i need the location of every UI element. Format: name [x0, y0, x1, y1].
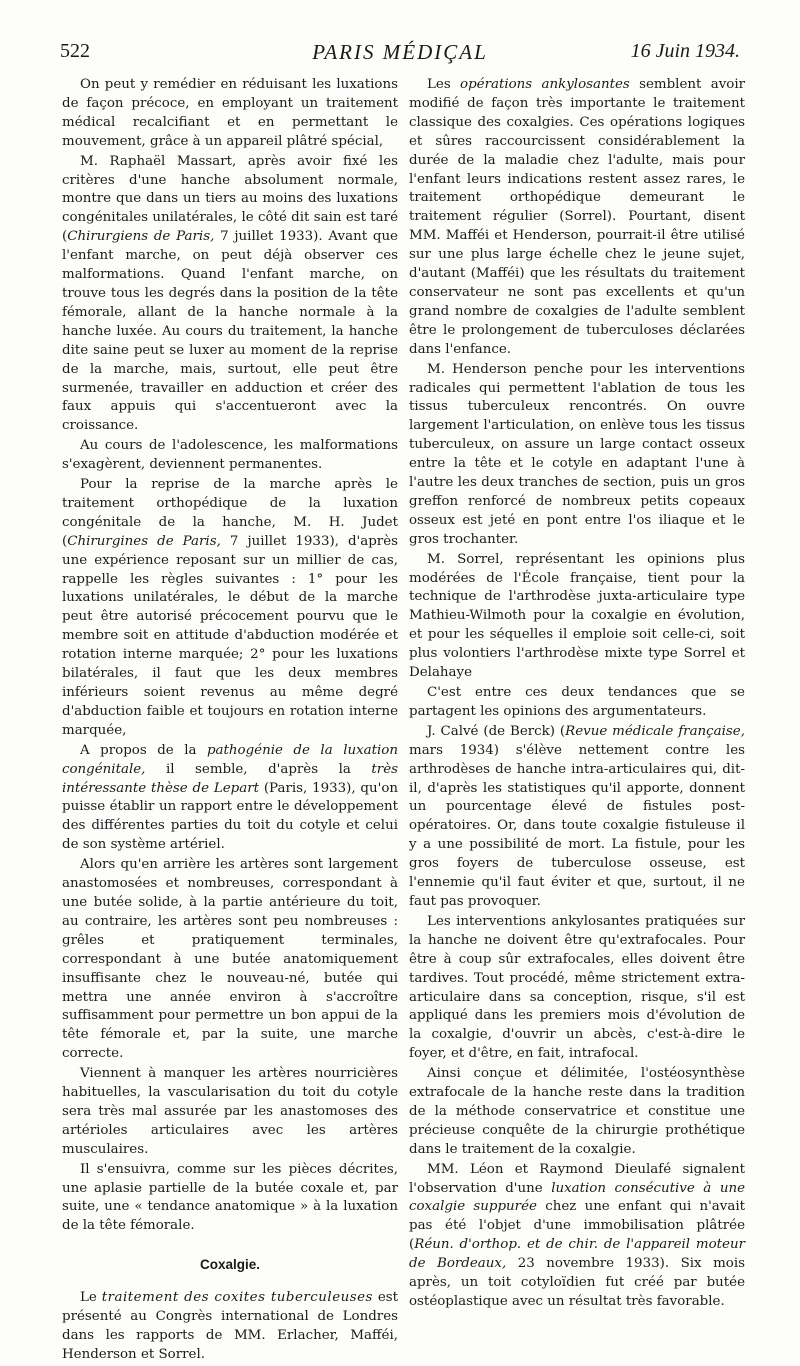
citation: pathogénie de la luxation congénitale,: [62, 742, 398, 777]
paragraph: J. Calvé (de Berck) (Revue médicale française, mars 1934) s'élève nettement contre les arthrodèses de hanche intra-articulaires qui, dit-il, d'après les statistiques qu'il apporte, donnent un pourcentage élevé de fistules post-opératoires. Or, dans toute coxalgie fistuleuse il y a une possibilité de mort. La fistule, pour les gros foyers de tuberculose osseuse, est l'ennemie qu'il faut éviter et que, surtout, il ne faut pas provoquer.: [409, 723, 745, 909]
emphasis: luxation consécutive à une coxalgie suppurée: [409, 1180, 745, 1215]
paragraph: Alors qu'en arrière les artères sont largement anastomosées et nombreuses, correspondant à une butée solide, à la partie antérieure du toit, au contraire, les artères sont peu nombreuses : grêles et pratiquement terminales, correspondant à une butée anatomiquement insuffisante chez le nouveau-né, butée qui mettra une année environ à s'accroître suffisamment pour permettre un bon appui de la tête fémorale et, par la suite, une marche correcte.: [62, 857, 398, 1062]
paragraph: M. Sorrel, représentant les opinions plus modérées de l'École française, tient pour la technique de l'arthrodèse juxta-articulaire type Mathieu-Wilmoth pour la coxalgie en évolution, et pour les séquelles il emploie soit celle-ci, soit plus volontiers l'arthrodèse mixte type Sorrel et Delahaye: [409, 551, 745, 681]
citation: Chirurgiens de Paris,: [67, 229, 215, 245]
emphasis: traitement des coxites tuberculeuses: [101, 1290, 373, 1306]
citation: très intéressante thèse de Lepart: [62, 761, 398, 796]
page-number: 522: [60, 40, 90, 62]
issue-date: 16 Juin 1934.: [630, 40, 740, 62]
citation: Revue médicale française,: [565, 723, 745, 739]
journal-title: PARIS MÉDIÇAL: [312, 40, 488, 64]
left-column: [62, 76, 398, 1366]
paragraph: Le traitement des coxites tuberculeuses est présenté au Congrès international de Londres dans les rapports de MM. Erlacher, Mafféi, Henderson et Sorrel.: [62, 1290, 399, 1362]
section-heading: Coxalgie.: [199, 1257, 261, 1273]
right-column: [409, 76, 745, 1313]
paragraph: Pour la reprise de la marche après le traitement orthopédique de la luxation congénitale de la hanche, M. H. Judet (Chirurgines de Paris, 7 juillet 1933), d'après une expérience reposant sur un millier de cas, rappelle les règles suivantes : 1° pour les luxations unilatérales, le début de la marche peut être autorisé précocement pourvu que le membre soit en attitude d'abduction modérée et rotation interne marquée; 2° pour les luxations bilatérales, il faut que les deux membres inférieurs soient revenus au même degré d'abduction faible et toujours en rotation interne marquée,: [62, 477, 398, 738]
paragraph: Au cours de l'adolescence, les malformations s'exagèrent, deviennent permanentes.: [62, 438, 398, 473]
paragraph: M. Raphaël Massart, après avoir fixé les critères d'une hanche absolument normale, montre que dans un tiers au moins des luxations congénitales unilatérales, le côté dit sain est taré (Chirurgiens de Paris, 7 juillet 1933). Avant que l'enfant marche, on peut déjà observer ces malformations. Quand l'enfant marche, on trouve tous les degrés dans la position de la tête fémorale, allant de la hanche normale à la hanche luxée. Au cours du traitement, la hanche dite saine peut se luxer au moment de la reprise de la marche, mais, surtout, elle peut être surmenée, travailler en adduction et créer des faux appuis qui s'accentueront avec la croissance.: [62, 153, 398, 434]
paragraph: Il s'ensuivra, comme sur les pièces décrites, une aplasie partielle de la butée coxale et, par suite, une « tendance anatomique » à la luxation de la tête fémorale.: [62, 1161, 398, 1234]
paragraph: M. Henderson penche pour les interventions radicales qui permettent l'ablation de tous les tissus tuberculeux rencontrés. On ouvre largement l'articulation, on enlève tous les tissus tuberculeux, on assure un large contact osseux entre la tête et le cotyle en adaptant l'une à l'autre les deux tranches de section, puis un gros greffon renforcé de nombreux petits copeaux osseux est jeté en pont entre l'os iliaque et le gros trochanter.: [409, 361, 745, 547]
paragraph: Ainsi conçue et délimitée, l'ostéosynthèse extrafocale de la hanche reste dans la tradition de la méthode conservatrice et constitue une précieuse conquête de la chirurgie prothétique dans le traitement de la coxalgie.: [409, 1066, 745, 1157]
paragraph: C'est entre ces deux tendances que se partagent les opinions des argumentateurs.: [409, 685, 745, 719]
running-header: [0, 40, 800, 70]
paragraph: Les interventions ankylosantes pratiquées sur la hanche ne doivent être qu'extrafocales. Pour être à coup sûr extrafocales, elles doivent être tardives. Tout procédé, même strictement extra-articulaire dans sa conception, risque, s'il est appliqué dans les premiers mois d'évolution de la coxalgie, d'ouvrir un abcès, c'est-à-dire le foyer, et d'être, en fait, intrafocal.: [409, 913, 745, 1062]
citation: Chirurgines de Paris,: [67, 533, 221, 549]
paragraph: A propos de la pathogénie de la luxation congénitale, il semble, d'après la très intéressante thèse de Lepart (Paris, 1933), qu'on puisse établir un rapport entre le développement des différentes parties du toit du cotyle et celui de son système artériel.: [62, 742, 398, 853]
paragraph: Les opérations ankylosantes semblent avoir modifié de façon très importante le traitement classique des coxalgies. Ces opérations logiques et sûres raccourcissent considérablement la durée de la maladie chez l'adulte, mais pour l'enfant leurs indications restent assez rares, le traitement orthopédique demeurant le traitement régulier (Sorrel). Pourtant, disent MM. Mafféi et Henderson, pourrait-il être utilisé sur une plus large échelle chez le jeune sujet, d'autant (Mafféi) que les résultats du traitement conservateur ne sont pas excellents et qu'un grand nombre de coxalgies de l'adulte semblent être le prolongement de tuberculoses déclarées dans l'enfance.: [409, 77, 745, 357]
citation: Réun. d'orthop. et de chir. de l'appareil moteur de Bordeaux,: [409, 1237, 745, 1272]
paragraph: On peut y remédier en réduisant les luxations de façon précoce, en employant un traitement médical recalcifiant et en permettant le mouvement, grâce à un appareil plâtré spécial,: [62, 77, 398, 149]
paragraph: MM. Léon et Raymond Dieulafé signalent l'observation d'une luxation consécutive à une coxalgie suppurée chez une enfant qui n'avait pas été l'objet d'une immobilisation plâtrée (Réun. d'orthop. et de chir. de l'appareil moteur de Bordeaux, 23 novembre 1933). Six mois après, un toit cotyloïdien fut créé par butée ostéoplastique avec un résultat très favorable.: [409, 1161, 746, 1309]
emphasis: opérations ankylosantes: [460, 77, 630, 92]
paragraph: Viennent à manquer les artères nourricières habituelles, la vascularisation du toit du cotyle sera très mal assurée par les anastomoses des artérioles articulaires avec les artères musculaires.: [62, 1066, 398, 1157]
